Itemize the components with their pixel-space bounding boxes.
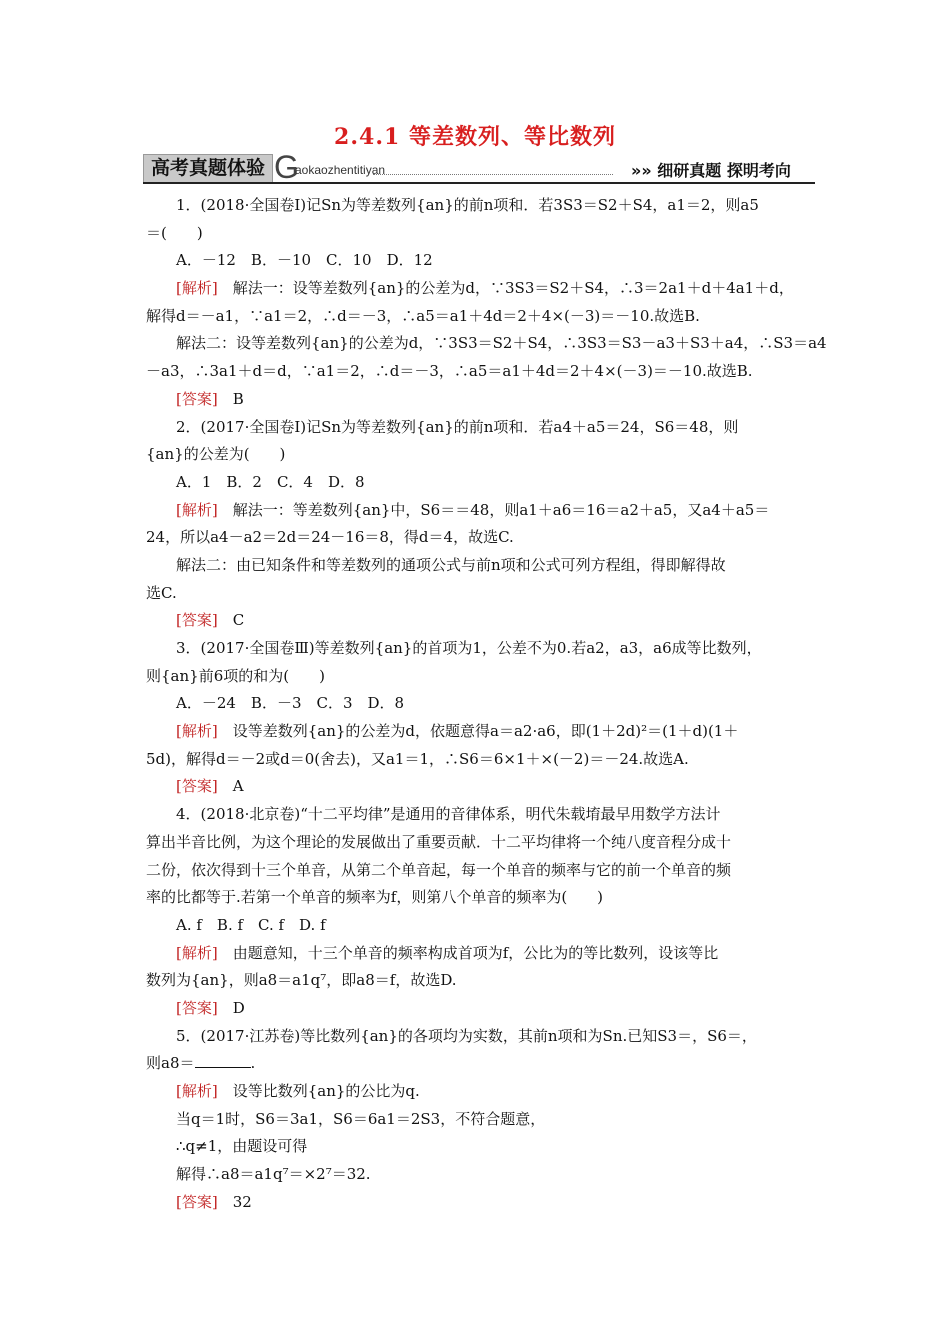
answer-label: [答案]	[176, 389, 218, 408]
line-text: 24，所以a4－a2＝2d＝24－16＝8，得d＝4，故选C.	[146, 528, 514, 547]
analysis-label: [解析]	[176, 722, 218, 741]
line-text: 解法一：设等差数列{an}的公差为d，∵3S3＝S2＋S4，∴3＝2a1＋d＋4a1＋d，	[217, 279, 794, 298]
text-line	[146, 386, 808, 414]
line-text: 5d)，解得d＝－2或d＝0(舍去)，又a1＝1，∴S6＝6×1＋×(－2)＝－24.故选A.	[146, 749, 689, 768]
answer-label: [答案]	[176, 777, 218, 796]
text-line: 则a8＝ .	[146, 1054, 256, 1073]
line-text: D	[217, 998, 245, 1017]
analysis-label: [解析]	[176, 1082, 218, 1100]
answer-blank	[195, 1053, 251, 1068]
text-line	[146, 469, 808, 497]
text-line	[146, 275, 808, 303]
line-text: 解法二：设等差数列{an}的公差为d，∵3S3＝S2＋S4，∴3S3＝S3－a3＋S3＋a4，∴S3＝a4	[176, 334, 827, 353]
document-body	[146, 192, 827, 1216]
text-line	[146, 912, 808, 940]
answer-label: [答案]	[176, 998, 218, 1017]
text-line	[146, 635, 808, 663]
line-text: 解得d＝－a1，∵a1＝2，∴d＝－3，∴a5＝a1＋4d＝2＋4×(－3)＝－10.故选B.	[146, 306, 700, 325]
text-line	[146, 773, 808, 801]
text-line	[146, 801, 808, 829]
line-text: 由题意知，十三个单音的频率构成首项为f，公比为的等比数列，设该等比	[217, 943, 719, 962]
line-text: 算出半音比例，为这个理论的发展做出了重要贡献．十二平均律将一个纯八度音程分成十	[146, 832, 732, 851]
line-text: A. f B. f C. f D. f	[176, 915, 326, 934]
page-title: 2.4.1 等差数列、等比数列	[334, 124, 616, 150]
section-banner	[143, 149, 815, 185]
text-line	[146, 497, 808, 525]
text-line	[146, 1106, 808, 1134]
line-text: ∴q≠1，由题设可得	[176, 1137, 308, 1156]
text-line	[146, 441, 808, 469]
text-line	[146, 580, 808, 608]
text-line	[146, 940, 808, 968]
text-line	[146, 1161, 808, 1189]
line-text: A．－24 B．－3 C．3 D．8	[176, 694, 405, 713]
line-text: 3．(2017·全国卷Ⅲ)等差数列{an}的首项为1，公差不为0.若a2，a3，a6成等比数列，	[176, 639, 762, 657]
line-text: 4．(2018·北京卷)“十二平均律”是通用的音律体系，明代朱载堉最早用数学方法计	[176, 805, 721, 824]
text-line	[146, 247, 808, 275]
answer-label: [答案]	[176, 611, 218, 630]
line-text: 率的比都等于.若第一个单音的频率为f，则第八个单音的频率为( )	[146, 888, 604, 907]
text-line	[146, 1023, 808, 1051]
line-text: 5．(2017·江苏卷)等比数列{an}的各项均为实数，其前n项和为Sn.已知S3＝，S6＝，	[176, 1026, 757, 1045]
text-line	[146, 884, 808, 912]
line-text: {an}的公差为( )	[146, 445, 286, 464]
line-text: ＝( )	[146, 223, 203, 242]
line-text: 选C.	[146, 583, 177, 602]
text-line	[146, 524, 808, 552]
banner-right-label: »» 细研真题 探明考向	[631, 161, 791, 180]
banner-label: 高考真题体验	[143, 154, 273, 183]
line-text: 设等比数列{an}的公比为q.	[217, 1082, 420, 1100]
text-line	[146, 718, 808, 746]
line-text: 解法一：等差数列{an}中，S6＝＝48，则a1＋a6＝16＝a2＋a5，又a4＋a5＝	[217, 500, 770, 519]
line-text: 2．(2017·全国卷Ⅰ)记Sn为等差数列{an}的前n项和．若a4＋a5＝24，S6＝48，则	[176, 417, 739, 436]
banner-subtitle: aokaozhentitiyan	[295, 163, 386, 177]
line-text: 当q＝1时，S6＝3a1，S6＝6a1＝2S3，不符合题意，	[176, 1109, 546, 1128]
line-text: 32	[217, 1192, 252, 1211]
text-line	[146, 192, 808, 220]
line-text: A	[217, 777, 244, 796]
line-text: A．－12 B．－10 C．10 D．12	[176, 251, 433, 270]
banner-dotted-line	[373, 174, 613, 175]
text-line	[146, 857, 808, 885]
line-text: 二份，依次得到十三个单音，从第二个单音起，每一个单音的频率与它的前一个单音的频	[146, 860, 732, 879]
line-text: 设等差数列{an}的公差为d，依题意得a＝a2·a6，即(1＋2d)²＝(1＋d)(1＋	[217, 722, 739, 741]
analysis-label: [解析]	[176, 500, 218, 519]
line-text: 解得∴a8＝a1q⁷＝×2⁷＝32.	[176, 1165, 371, 1184]
text-line	[146, 1189, 808, 1217]
banner-g-letter: G	[274, 149, 299, 185]
line-text: B	[217, 389, 244, 408]
text-line	[146, 414, 808, 442]
text-line	[146, 552, 808, 580]
analysis-label: [解析]	[176, 279, 218, 298]
text-line	[146, 746, 808, 774]
text-line	[146, 690, 808, 718]
text-line	[146, 663, 808, 691]
line-text: 1．(2018·全国卷Ⅰ)记Sn为等差数列{an}的前n项和．若3S3＝S2＋S4，a1＝2，则a5	[176, 196, 759, 214]
analysis-label: [解析]	[176, 943, 218, 962]
banner-rule	[143, 182, 815, 184]
text-line	[146, 607, 808, 635]
text-line	[146, 358, 808, 386]
text-line	[146, 220, 808, 248]
line-text: C	[217, 611, 245, 630]
text-line	[146, 995, 808, 1023]
line-text: 则a8＝	[146, 1054, 195, 1073]
line-text: 数列为{an}，则a8＝a1q⁷，即a8＝f，故选D.	[146, 971, 457, 990]
line-text: 则{an}前6项的和为( )	[146, 666, 325, 685]
line-text: 解法二：由已知条件和等差数列的通项公式与前n项和公式可列方程组，得即解得故	[176, 555, 726, 574]
line-text: A．1 B．2 C．4 D．8	[176, 472, 365, 491]
text-line	[146, 967, 808, 995]
text-line	[146, 829, 808, 857]
line-text: －a3，∴3a1＋d＝d，∵a1＝2，∴d＝－3，∴a5＝a1＋4d＝2＋4×(－3)＝－10.故选B.	[146, 362, 753, 381]
text-line	[146, 1133, 808, 1161]
text-line	[146, 1078, 808, 1106]
text-line	[146, 330, 827, 358]
answer-label: [答案]	[176, 1192, 218, 1211]
text-line	[146, 303, 808, 331]
